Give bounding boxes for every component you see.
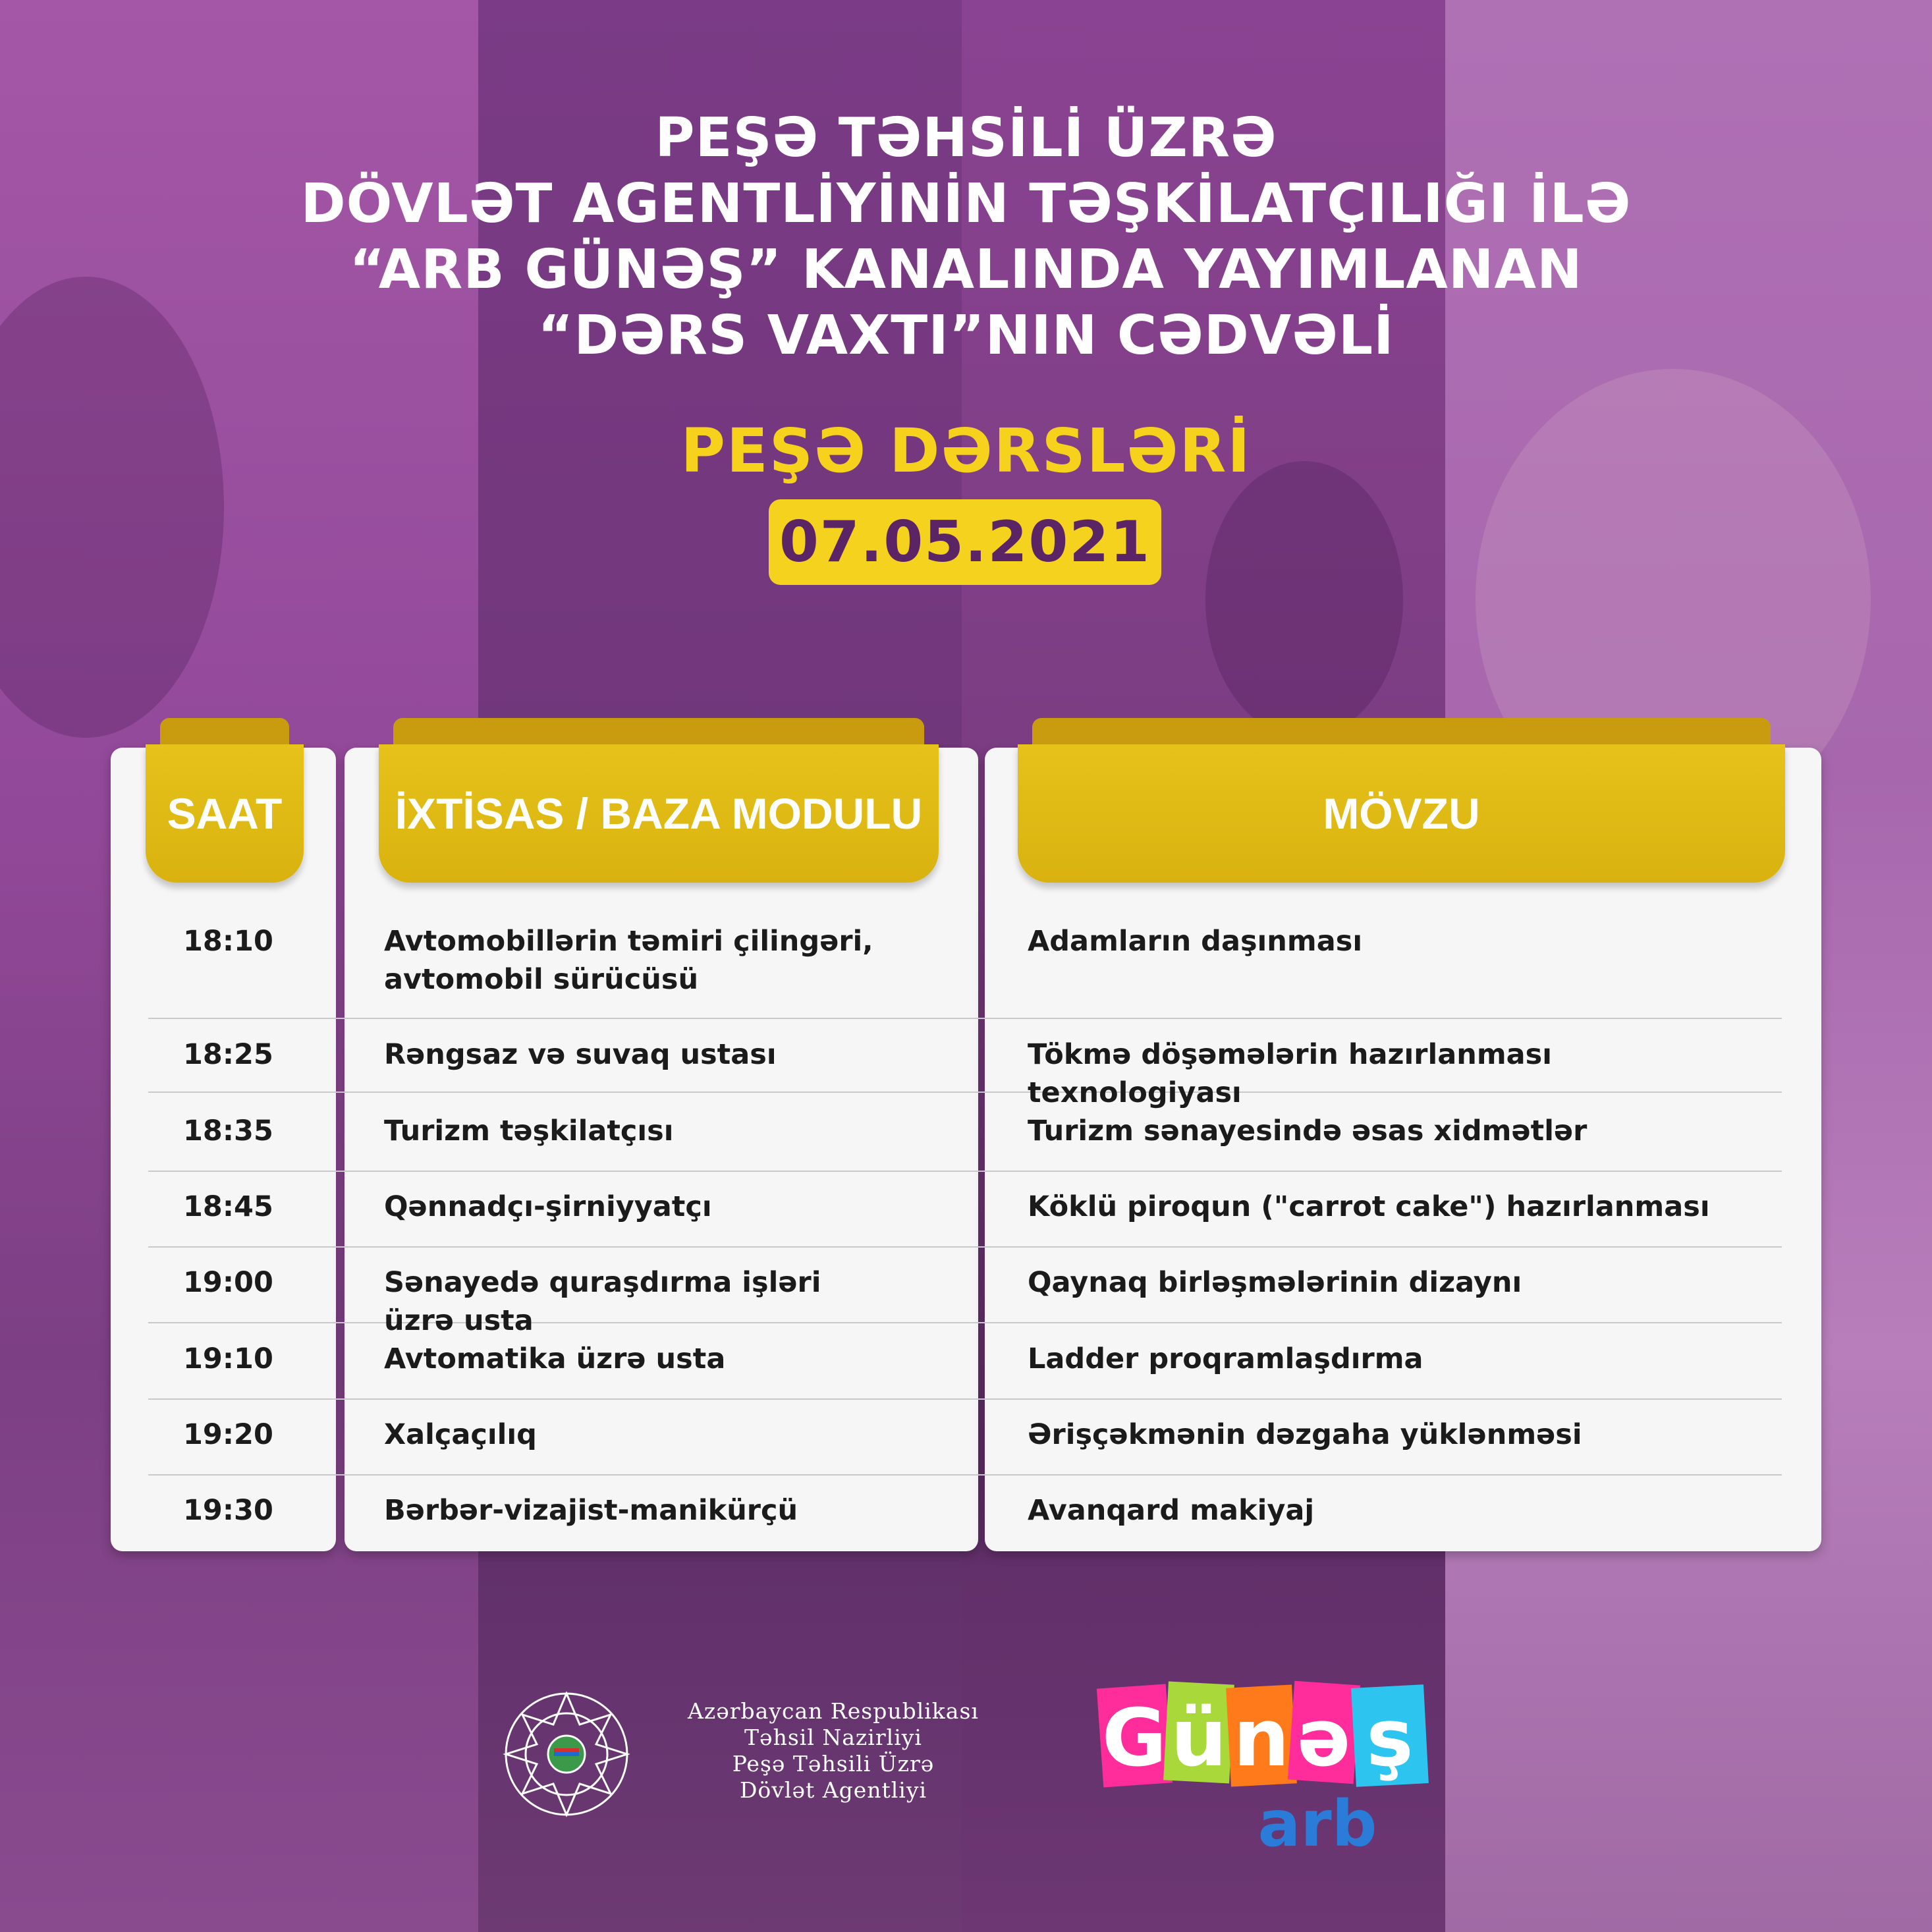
title-line: DÖVLƏT AGENTLİYİNİN TƏŞKİLATÇILIĞI İLƏ	[300, 173, 1632, 235]
table-row	[148, 1035, 1782, 1109]
row-specialty: Xalçaçılıq	[384, 1418, 537, 1451]
row-topic: Adamların daşınması	[1028, 925, 1363, 958]
row-time: 19:20	[183, 1418, 273, 1451]
row-time: 19:00	[183, 1266, 273, 1299]
ministry-line: Peşə Təhsili Üzrə	[732, 1751, 935, 1777]
title-line: PEŞƏ TƏHSİLİ ÜZRƏ	[655, 107, 1277, 169]
row-specialty: Rəngsaz və suvaq ustası	[384, 1038, 777, 1071]
row-time: 18:25	[183, 1038, 273, 1071]
row-topic: Turizm sənayesində əsas xidmətlər	[1028, 1115, 1587, 1147]
row-time: 18:10	[183, 925, 273, 958]
row-topic: Köklü piroqun ("carrot cake") hazırlanması	[1028, 1190, 1710, 1223]
column-header-saat: SAAT	[146, 744, 304, 883]
row-time: 19:30	[183, 1494, 273, 1527]
gunes-arb-logo	[1093, 1660, 1436, 1858]
row-specialty: Qənnadçı-şirniyyatçı	[384, 1190, 712, 1223]
background-person-silhouette	[1205, 461, 1403, 738]
table-row	[148, 1416, 1782, 1476]
row-specialty: Avtomobillərin təmiri çilingəri, avtomobil sürücüsü	[384, 925, 873, 996]
table-row	[148, 1491, 1782, 1550]
column-header-ixtisas: İXTİSAS / BAZA MODULU	[379, 744, 939, 883]
table-row	[148, 1188, 1782, 1248]
row-time: 19:10	[183, 1342, 273, 1375]
table-row	[148, 1340, 1782, 1400]
ministry-emblem-icon	[497, 1685, 636, 1823]
row-topic: Ladder proqramlaşdırma	[1028, 1342, 1423, 1375]
row-specialty: Turizm təşkilatçısı	[384, 1115, 674, 1147]
ministry-line: Dövlət Agentliyi	[739, 1777, 927, 1803]
row-topic: Avanqard makiyaj	[1028, 1494, 1315, 1527]
title-line: “ARB GÜNƏŞ” KANALINDA YAYIMLANAN	[349, 238, 1583, 301]
row-specialty: Avtomatika üzrə usta	[384, 1342, 726, 1375]
ministry-line: Təhsil Nazirliyi	[744, 1725, 922, 1750]
title-line: “DƏRS VAXTI”NIN CƏDVƏLİ	[538, 304, 1394, 367]
row-specialty: Bərbər-vizajist-manikürçü	[384, 1494, 798, 1527]
svg-text:ş: ş	[1366, 1693, 1414, 1784]
row-topic: Qaynaq birləşmələrinin dizaynı	[1028, 1266, 1522, 1299]
column-header-movzu: MÖVZU	[1018, 744, 1785, 883]
row-topic: Ərişçəkmənin dəzgaha yüklənməsi	[1028, 1418, 1582, 1451]
ministry-line: Azərbaycan Respublikası	[688, 1698, 979, 1724]
table-row	[148, 1112, 1782, 1172]
svg-text:n: n	[1233, 1693, 1290, 1784]
section-subtitle: PEŞƏ DƏRSLƏRİ	[680, 416, 1252, 486]
svg-text:arb: arb	[1257, 1787, 1377, 1858]
table-row	[148, 922, 1782, 1019]
row-specialty: Sənayedə quraşdırma işləri üzrə usta	[384, 1266, 821, 1337]
svg-text:ə: ə	[1297, 1693, 1351, 1784]
table-row	[148, 1263, 1782, 1337]
svg-text:G: G	[1101, 1693, 1167, 1784]
page-title	[0, 105, 1932, 369]
ministry-name	[649, 1698, 1018, 1804]
row-time: 18:35	[183, 1115, 273, 1147]
row-time: 18:45	[183, 1190, 273, 1223]
svg-text:ü: ü	[1171, 1693, 1227, 1784]
date-badge: 07.05.2021	[769, 499, 1161, 585]
row-topic: Tökmə döşəmələrin hazırlanması texnologiyası	[1028, 1038, 1552, 1109]
